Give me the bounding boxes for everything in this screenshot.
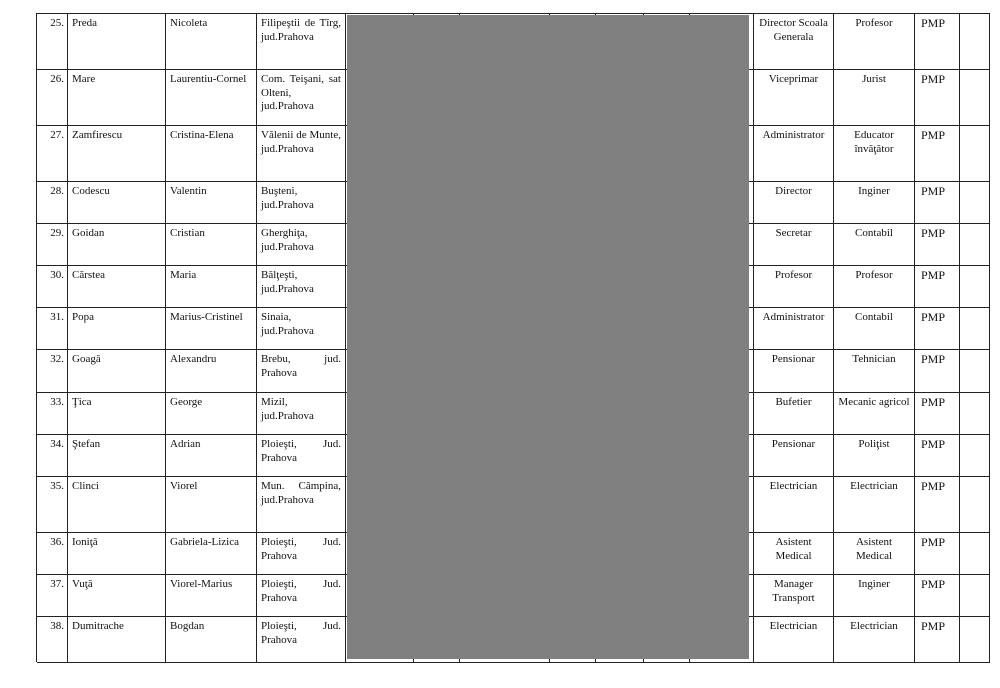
occupation-cell: Administrator <box>754 308 834 349</box>
address-cell: Mizil, jud.Prahova <box>257 393 346 434</box>
row-number: 32. <box>37 350 68 392</box>
occupation-cell: Profesor <box>754 266 834 307</box>
first-name-cell: George <box>166 393 257 434</box>
profession-cell: Contabil <box>834 308 915 349</box>
profession-cell: Asistent Medical <box>834 533 915 574</box>
last-name-cell: Goagă <box>68 350 166 392</box>
empty-cell <box>960 533 990 574</box>
address-cell: Ploieşti, Jud. Prahova <box>257 533 346 574</box>
empty-cell <box>960 182 990 223</box>
profession-cell: Tehnician <box>834 350 915 392</box>
first-name-cell: Nicoleta <box>166 14 257 69</box>
party-cell: PMP <box>915 350 960 392</box>
address-cell: Ploieşti, Jud. Prahova <box>257 435 346 476</box>
address-cell: Ploieşti, Jud. Prahova <box>257 575 346 616</box>
profession-cell: Mecanic agricol <box>834 393 915 434</box>
first-name-cell: Viorel-Marius <box>166 575 257 616</box>
empty-cell <box>960 435 990 476</box>
party-cell: PMP <box>915 617 960 662</box>
row-number: 34. <box>37 435 68 476</box>
party-cell: PMP <box>915 224 960 265</box>
empty-cell <box>960 393 990 434</box>
empty-cell <box>960 308 990 349</box>
first-name-cell: Cristina-Elena <box>166 126 257 181</box>
first-name-cell: Cristian <box>166 224 257 265</box>
profession-cell: Profesor <box>834 266 915 307</box>
last-name-cell: Mare <box>68 70 166 125</box>
first-name-cell: Adrian <box>166 435 257 476</box>
address-cell: Vălenii de Munte, jud.Prahova <box>257 126 346 181</box>
occupation-cell: Director Scoala Generala <box>754 14 834 69</box>
row-number: 27. <box>37 126 68 181</box>
party-cell: PMP <box>915 477 960 532</box>
empty-cell <box>960 14 990 69</box>
profession-cell: Poliţist <box>834 435 915 476</box>
empty-cell <box>960 224 990 265</box>
empty-cell <box>960 617 990 662</box>
first-name-cell: Alexandru <box>166 350 257 392</box>
last-name-cell: Ţica <box>68 393 166 434</box>
profession-cell: Educator învăţător <box>834 126 915 181</box>
profession-cell: Electrician <box>834 617 915 662</box>
row-number: 33. <box>37 393 68 434</box>
party-cell: PMP <box>915 575 960 616</box>
last-name-cell: Clinci <box>68 477 166 532</box>
row-number: 30. <box>37 266 68 307</box>
row-number: 26. <box>37 70 68 125</box>
last-name-cell: Popa <box>68 308 166 349</box>
occupation-cell: Secretar <box>754 224 834 265</box>
party-cell: PMP <box>915 308 960 349</box>
occupation-cell: Bufetier <box>754 393 834 434</box>
empty-cell <box>960 477 990 532</box>
party-cell: PMP <box>915 14 960 69</box>
profession-cell: Contabil <box>834 224 915 265</box>
address-cell: Mun. Câmpina, jud.Prahova <box>257 477 346 532</box>
first-name-cell: Laurentiu-Cornel <box>166 70 257 125</box>
first-name-cell: Bogdan <box>166 617 257 662</box>
party-cell: PMP <box>915 393 960 434</box>
profession-cell: Profesor <box>834 14 915 69</box>
last-name-cell: Cărstea <box>68 266 166 307</box>
first-name-cell: Marius-Cristinel <box>166 308 257 349</box>
row-number: 36. <box>37 533 68 574</box>
occupation-cell: Viceprimar <box>754 70 834 125</box>
row-number: 37. <box>37 575 68 616</box>
address-cell: Sinaia, jud.Prahova <box>257 308 346 349</box>
party-cell: PMP <box>915 70 960 125</box>
first-name-cell: Valentin <box>166 182 257 223</box>
empty-cell <box>960 70 990 125</box>
party-cell: PMP <box>915 126 960 181</box>
last-name-cell: Preda <box>68 14 166 69</box>
address-cell: Ploieşti, Jud. Prahova <box>257 617 346 662</box>
row-number: 28. <box>37 182 68 223</box>
occupation-cell: Electrician <box>754 617 834 662</box>
row-number: 31. <box>37 308 68 349</box>
address-cell: Bălţeşti, jud.Prahova <box>257 266 346 307</box>
party-cell: PMP <box>915 266 960 307</box>
address-cell: Buşteni, jud.Prahova <box>257 182 346 223</box>
occupation-cell: Asistent Medical <box>754 533 834 574</box>
profession-cell: Electrician <box>834 477 915 532</box>
occupation-cell: Pensionar <box>754 435 834 476</box>
occupation-cell: Manager Transport <box>754 575 834 616</box>
redaction-block <box>347 15 749 659</box>
occupation-cell: Director <box>754 182 834 223</box>
occupation-cell: Pensionar <box>754 350 834 392</box>
last-name-cell: Goidan <box>68 224 166 265</box>
last-name-cell: Dumitrache <box>68 617 166 662</box>
last-name-cell: Zamfirescu <box>68 126 166 181</box>
profession-cell: Inginer <box>834 182 915 223</box>
first-name-cell: Gabriela-Lizica <box>166 533 257 574</box>
row-number: 35. <box>37 477 68 532</box>
address-cell: Brebu, jud. Prahova <box>257 350 346 392</box>
last-name-cell: Ioniţă <box>68 533 166 574</box>
occupation-cell: Administrator <box>754 126 834 181</box>
last-name-cell: Ştefan <box>68 435 166 476</box>
profession-cell: Inginer <box>834 575 915 616</box>
last-name-cell: Vuţă <box>68 575 166 616</box>
address-cell: Com. Teişani, sat Olteni, jud.Prahova <box>257 70 346 125</box>
row-number: 29. <box>37 224 68 265</box>
profession-cell: Jurist <box>834 70 915 125</box>
row-number: 38. <box>37 617 68 662</box>
last-name-cell: Codescu <box>68 182 166 223</box>
party-cell: PMP <box>915 182 960 223</box>
empty-cell <box>960 575 990 616</box>
first-name-cell: Maria <box>166 266 257 307</box>
empty-cell <box>960 266 990 307</box>
empty-cell <box>960 350 990 392</box>
address-cell: Gherghiţa, jud.Prahova <box>257 224 346 265</box>
occupation-cell: Electrician <box>754 477 834 532</box>
empty-cell <box>960 126 990 181</box>
party-cell: PMP <box>915 435 960 476</box>
row-number: 25. <box>37 14 68 69</box>
address-cell: Filipeştii de Tîrg, jud.Prahova <box>257 14 346 69</box>
first-name-cell: Viorel <box>166 477 257 532</box>
party-cell: PMP <box>915 533 960 574</box>
